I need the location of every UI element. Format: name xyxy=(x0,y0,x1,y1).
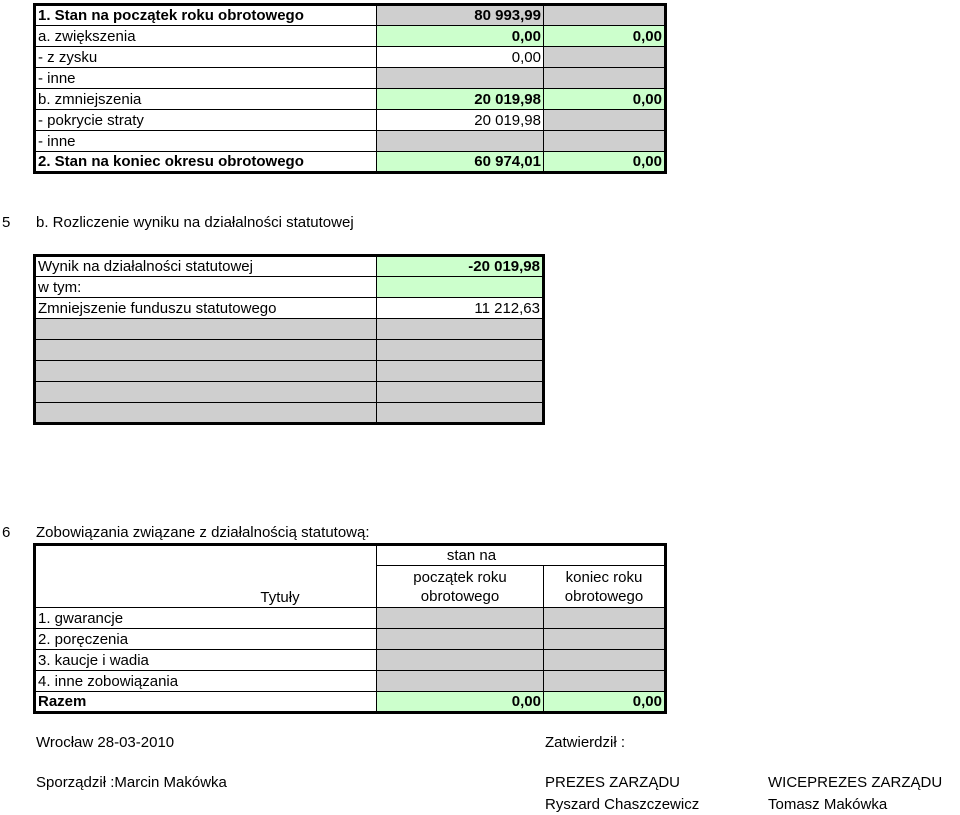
value-cell xyxy=(377,68,544,89)
row-label: b. zmniejszenia xyxy=(35,89,377,110)
row-label xyxy=(35,340,377,361)
value-cell: 11 212,63 xyxy=(377,298,544,319)
value-cell xyxy=(544,629,666,650)
section-title: Zobowiązania związane z działalnością statutową: xyxy=(36,524,370,541)
value-cell xyxy=(544,131,666,152)
approved-label: Zatwierdził : xyxy=(545,734,626,751)
table-row xyxy=(35,629,666,650)
row-label xyxy=(35,361,377,382)
row-label xyxy=(35,382,377,403)
table-row xyxy=(35,298,544,319)
row-label: - inne xyxy=(35,131,377,152)
table-row xyxy=(35,277,544,298)
table-row xyxy=(35,361,544,382)
statutory-result-table xyxy=(33,254,545,425)
row-label: 1. Stan na początek roku obrotowego xyxy=(35,5,377,26)
value-cell xyxy=(544,5,666,26)
value-cell: 0,00 xyxy=(377,692,544,713)
value-cell: 0,00 xyxy=(377,26,544,47)
section-number: 5 xyxy=(2,214,11,231)
row-label: Zmniejszenie funduszu statutowego xyxy=(35,298,377,319)
liabilities-table xyxy=(33,543,667,714)
table-row xyxy=(35,382,544,403)
value-cell xyxy=(544,68,666,89)
table-row xyxy=(35,131,666,152)
value-cell: 0,00 xyxy=(377,47,544,68)
value-cell: 0,00 xyxy=(544,692,666,713)
value-cell xyxy=(377,131,544,152)
row-label: 2. poręczenia xyxy=(35,629,377,650)
value-cell: 0,00 xyxy=(544,152,666,173)
table-row xyxy=(35,5,666,26)
value-cell xyxy=(377,340,544,361)
table-row xyxy=(35,26,666,47)
value-cell: 0,00 xyxy=(544,89,666,110)
row-label: - inne xyxy=(35,68,377,89)
value-cell: -20 019,98 xyxy=(377,256,544,277)
row-label: a. zwiększenia xyxy=(35,26,377,47)
value-cell xyxy=(544,608,666,629)
row-label: 2. Stan na koniec okresu obrotowego xyxy=(35,152,377,173)
value-cell: 20 019,98 xyxy=(377,110,544,131)
table-row xyxy=(35,319,544,340)
row-label: - pokrycie straty xyxy=(35,110,377,131)
president-title: PREZES ZARZĄDU xyxy=(545,774,681,791)
vice-president-name: Tomasz Makówka xyxy=(768,796,888,813)
value-cell: 80 993,99 xyxy=(377,5,544,26)
row-label: - z zysku xyxy=(35,47,377,68)
value-cell xyxy=(544,110,666,131)
table-row xyxy=(35,68,666,89)
table-row xyxy=(35,403,544,424)
row-label: 3. kaucje i wadia xyxy=(35,650,377,671)
value-cell xyxy=(377,650,544,671)
table-row xyxy=(35,89,666,110)
president-name: Ryszard Chaszczewicz xyxy=(545,796,700,813)
table-row xyxy=(35,152,666,173)
value-cell xyxy=(377,403,544,424)
value-cell xyxy=(377,361,544,382)
row-label: w tym: xyxy=(35,277,377,298)
table-row xyxy=(35,608,666,629)
section-number: 6 xyxy=(2,524,11,541)
row-label xyxy=(35,319,377,340)
value-cell xyxy=(377,671,544,692)
header-row xyxy=(35,545,666,566)
row-label xyxy=(35,403,377,424)
value-cell: 20 019,98 xyxy=(377,89,544,110)
row-label: Razem xyxy=(35,692,377,713)
table-row xyxy=(35,650,666,671)
stan-na-header: stan na xyxy=(377,545,666,566)
total-row xyxy=(35,692,666,713)
titles-header: Tytuły xyxy=(35,545,377,608)
row-label: 1. gwarancje xyxy=(35,608,377,629)
table-row xyxy=(35,110,666,131)
prepared-by: Sporządził :Marcin Makówka xyxy=(36,774,227,791)
value-cell: 60 974,01 xyxy=(377,152,544,173)
value-cell: 0,00 xyxy=(544,26,666,47)
value-cell xyxy=(377,319,544,340)
end-year-header: koniec roku obrotowego xyxy=(544,566,666,608)
table-row xyxy=(35,340,544,361)
value-cell xyxy=(377,277,544,298)
value-cell xyxy=(377,629,544,650)
row-label: 4. inne zobowiązania xyxy=(35,671,377,692)
table-row xyxy=(35,671,666,692)
fund-changes-table xyxy=(33,3,667,174)
vice-president-title: WICEPREZES ZARZĄDU xyxy=(768,774,943,791)
table-row xyxy=(35,256,544,277)
value-cell xyxy=(377,382,544,403)
value-cell xyxy=(544,47,666,68)
row-label: Wynik na działalności statutowej xyxy=(35,256,377,277)
value-cell xyxy=(377,608,544,629)
place-date: Wrocław 28-03-2010 xyxy=(36,734,175,751)
section-title: b. Rozliczenie wyniku na działalności statutowej xyxy=(36,214,354,231)
start-year-header: początek roku obrotowego xyxy=(377,566,544,608)
value-cell xyxy=(544,650,666,671)
table-row xyxy=(35,47,666,68)
value-cell xyxy=(544,671,666,692)
